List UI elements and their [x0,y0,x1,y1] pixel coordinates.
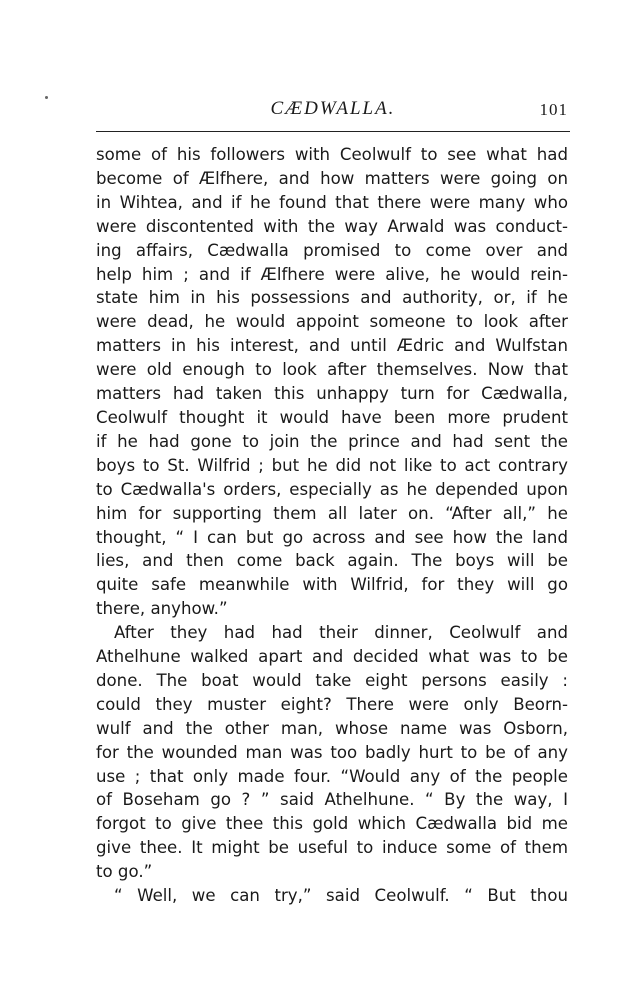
text-line: ing affairs, Cædwalla promised to come over and [96,240,568,260]
running-head [96,98,570,128]
text-line: him for supporting them all later on. “After all,” he [96,503,568,523]
text-line: Athelhune walked apart and decided what was to be [96,647,568,667]
text-line: use ; that only made four. “Would any of the people [96,766,568,786]
text-line: could they muster eight? There were only Beorn- [96,694,568,714]
text-line: to Cædwalla's orders, especially as he depended upon [96,479,568,499]
running-title: CÆDWALLA. [270,98,396,119]
text-line: were discontented with the way Arwald was conduct- [96,216,568,236]
text-line: wulf and the other man, whose name was Osborn, [96,718,568,738]
text-line: become of Ælfhere, and how matters were going on [96,168,568,188]
text-line: help him ; and if Ælfhere were alive, he would rein- [96,264,568,284]
text-line: done. The boat would take eight persons easily : [96,670,568,690]
text-line: some of his followers with Ceolwulf to see what had [96,145,568,164]
text-line: if he had gone to join the prince and had sent the [96,431,568,451]
text-line: for the wounded man was too badly hurt to be of any [96,742,568,762]
text-line: there, anyhow.” [96,599,228,619]
ink-speck [45,96,48,99]
text-line: Ceolwulf thought it would have been more prudent [96,407,568,427]
text-line: in Wihtea, and if he found that there were many who [96,192,568,212]
text-line: lies, and then come back again. The boys will be [96,551,568,571]
text-line: were dead, he would appoint someone to look after [96,312,568,332]
text-line: were old enough to look after themselves. Now that [96,360,568,380]
text-line: forgot to give thee this gold which Cædwalla bid me [96,814,568,834]
text-line: thought, “ I can but go across and see how the land [96,527,568,547]
text-line: matters in his interest, and until Ædric and Wulfstan [96,336,568,356]
page-number: 101 [539,100,568,119]
body-text [96,143,568,908]
text-line: of Boseham go ? ” said Athelhune. “ By the way, I [96,790,568,810]
text-line: give thee. It might be useful to induce some of them [96,838,568,858]
text-line: matters had taken this unhappy turn for Cædwalla, [96,384,568,404]
header-rule [96,131,570,132]
text-line: quite safe meanwhile with Wilfrid, for they will go [96,575,568,595]
text-line: to go.” [96,862,153,882]
text-line: boys to St. Wilfrid ; but he did not like to act contrary [96,455,568,475]
text-line: After they had had their dinner, Ceolwulf and [114,623,568,643]
text-line: state him in his possessions and authority, or, if he [96,288,568,308]
text-line: “ Well, we can try,” said Ceolwulf. “ But thou [114,886,568,906]
